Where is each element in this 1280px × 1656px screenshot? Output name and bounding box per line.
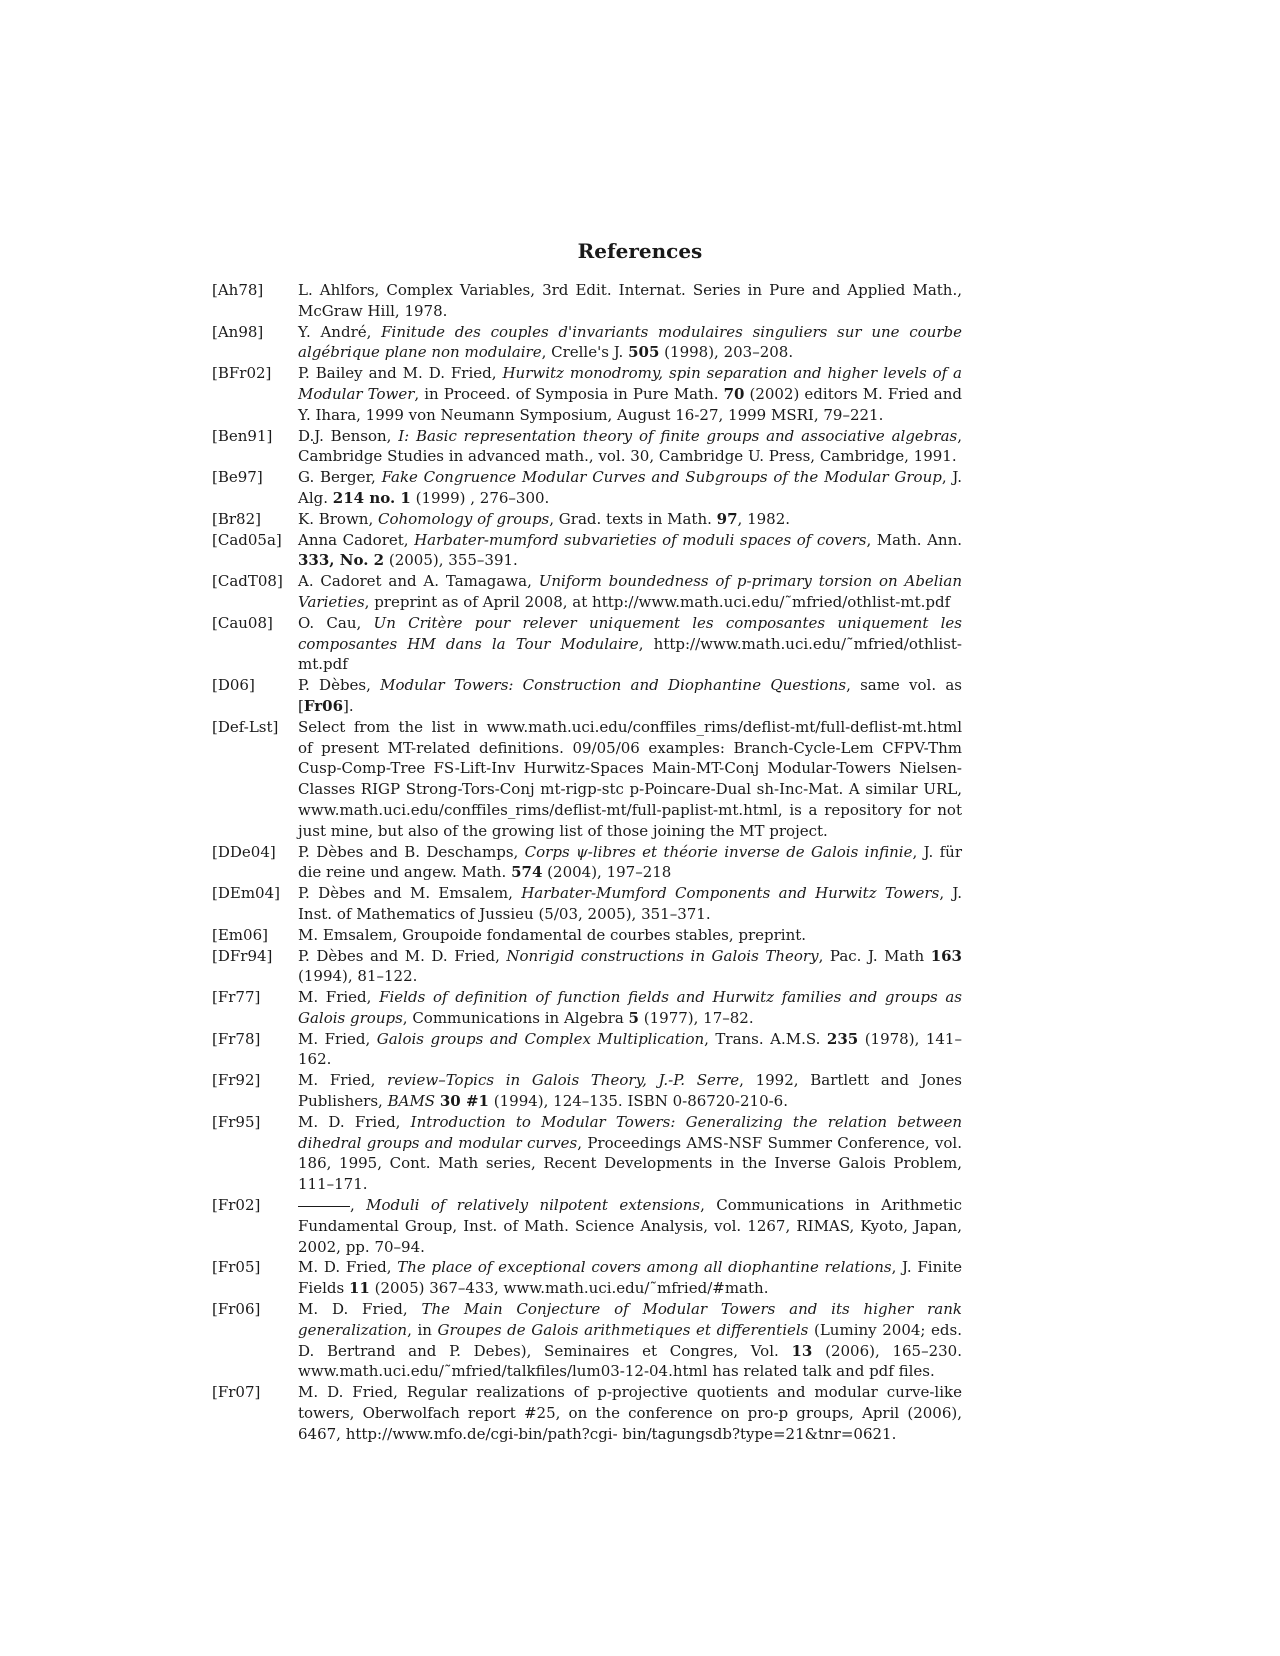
reference-text: Select from the list in www.math.uci.edu/conffiles_rims/deflist-mt/full-deflist-mt.html of present MT-related definitions. 09/05/06 examples: Branch-Cycle-Lem CFPV-Thm Cusp-Comp-Tree FS-Lift-Inv Hurwitz-Spaces Main-MT-Conj Modular-Towers Nielsen-Classes RIGP Strong-Tors-Conj mt-rigp-stc p-Poincare-Dual sh-Inc-Mat. A similar URL, www.math.uci.edu/conffiles_rims/deflist-mt/full-paplist-mt.html, is a repository for not just mine, but also of the growing list of those joining the MT project.: [298, 717, 962, 840]
reference-key: [Em06]: [212, 925, 268, 944]
reference-entry: [212, 1257, 962, 1299]
reference-list: [212, 280, 962, 1445]
reference-text: P. Dèbes and M. D. Fried, Nonrigid constructions in Galois Theory, Pac. J. Math 163 (1994), 81–122.: [298, 946, 962, 986]
reference-entry: [212, 509, 962, 530]
reference-text: P. Dèbes and B. Deschamps, Corps ψ-libres et théorie inverse de Galois infinie, J. für die reine und angew. Math. 574 (2004), 197–218: [298, 842, 962, 882]
reference-text: G. Berger, Fake Congruence Modular Curves and Subgroups of the Modular Group, J. Alg. 214 no. 1 (1999) , 276–300.: [298, 468, 963, 507]
reference-text: M. D. Fried, Introduction to Modular Towers: Generalizing the relation between dihedral groups and modular curves, Proceedings AMS-NSF Summer Conference, vol. 186, 1995, Cont. Math series, Recent Developments in the Inverse Galois Problem, 111–171.: [298, 1112, 962, 1194]
reference-key: [Fr05]: [212, 1258, 261, 1277]
page-title: References: [577, 239, 703, 263]
reference-entry: [212, 530, 962, 572]
reference-entry: [212, 1382, 962, 1444]
reference-entry: [212, 363, 962, 425]
reference-entry: [212, 946, 962, 988]
reference-entry: [212, 426, 962, 468]
reference-key: [Ah78]: [212, 281, 264, 299]
reference-entry: [212, 717, 962, 842]
reference-key: [Def-Lst]: [212, 717, 279, 736]
reference-key: [BFr02]: [212, 364, 272, 383]
reference-entry: [212, 1070, 962, 1112]
reference-key: [An98]: [212, 322, 264, 341]
reference-entry: [212, 467, 962, 509]
reference-entry: [212, 1299, 962, 1382]
reference-text: M. Fried, Galois groups and Complex Multiplication, Trans. A.M.S. 235 (1978), 141–162.: [298, 1029, 962, 1069]
reference-text: K. Brown, Cohomology of groups, Grad. texts in Math. 97, 1982.: [298, 509, 791, 528]
reference-key: [DDe04]: [212, 842, 276, 861]
same-author-rule: [298, 1206, 350, 1207]
reference-text: M. D. Fried, The place of exceptional covers among all diophantine relations, J. Finite Fields 11 (2005) 367–433, www.math.uci.edu/˜mfried/#math.: [298, 1258, 962, 1298]
reference-key: [Fr95]: [212, 1112, 261, 1131]
reference-key: [Fr92]: [212, 1071, 261, 1090]
reference-text: L. Ahlfors, Complex Variables, 3rd Edit. Internat. Series in Pure and Applied Math., McGraw Hill, 1978.: [298, 281, 962, 320]
reference-entry: [212, 571, 962, 613]
reference-key: [CadT08]: [212, 572, 283, 591]
reference-key: [Fr06]: [212, 1300, 261, 1319]
reference-text: M. Emsalem, Groupoide fondamental de courbes stables, preprint.: [298, 925, 807, 944]
reference-key: [DFr94]: [212, 946, 273, 965]
reference-entry: [212, 1195, 962, 1257]
reference-key: [Fr02]: [212, 1196, 261, 1215]
reference-entry: [212, 883, 962, 925]
reference-key: [D06]: [212, 676, 255, 695]
reference-key: [Fr77]: [212, 988, 261, 1007]
reference-text: Y. André, Finitude des couples d'invariants modulaires singuliers sur une courbe algébrique plane non modulaire, Crelle's J. 505 (1998), 203–208.: [298, 322, 962, 362]
reference-entry: [212, 613, 962, 675]
reference-entry: [212, 280, 962, 322]
reference-entry: [212, 987, 962, 1029]
reference-text: M. D. Fried, Regular realizations of p-projective quotients and modular curve-like towers, Oberwolfach report #25, on the conference on pro-p groups, April (2006), 6467, http://www.mfo.de/cgi-bin/path?cgi- bin/tagungsdb?type=21&tnr=0621.: [298, 1383, 962, 1443]
reference-text: Anna Cadoret, Harbater-mumford subvarieties of moduli spaces of covers, Math. Ann. 333, No. 2 (2005), 355–391.: [298, 530, 963, 570]
reference-text: , Moduli of relatively nilpotent extensions, Communications in Arithmetic Fundamental Group, Inst. of Math. Science Analysis, vol. 1267, RIMAS, Kyoto, Japan, 2002, pp. 70–94.: [298, 1196, 962, 1256]
reference-key: [DEm04]: [212, 884, 280, 903]
reference-key: [Cad05a]: [212, 530, 282, 549]
reference-entry: [212, 675, 962, 717]
reference-entry: [212, 1029, 962, 1071]
reference-entry: [212, 842, 962, 884]
reference-key: [Fr78]: [212, 1029, 261, 1048]
reference-key: [Br82]: [212, 509, 261, 528]
reference-key: [Cau08]: [212, 613, 273, 632]
reference-key: [Be97]: [212, 468, 263, 487]
reference-text: P. Dèbes and M. Emsalem, Harbater-Mumford Components and Hurwitz Towers, J. Inst. of Mathematics of Jussieu (5/03, 2005), 351–371.: [298, 884, 962, 923]
reference-text: M. D. Fried, The Main Conjecture of Modular Towers and its higher rank generalization, in Groupes de Galois arithmetiques et differentiels (Luminy 2004; eds. D. Bertrand and P. Debes), Seminaires et Congres, Vol. 13 (2006), 165–230. www.math.uci.edu/˜mfried/talkfiles/lum03-12-04.html has related talk and pdf files.: [298, 1300, 963, 1381]
reference-entry: [212, 1112, 962, 1195]
reference-entry: [212, 925, 962, 946]
reference-key: [Fr07]: [212, 1383, 261, 1402]
reference-text: A. Cadoret and A. Tamagawa, Uniform boundedness of p-primary torsion on Abelian Varieties, preprint as of April 2008, at http://www.math.uci.edu/˜mfried/othlist-mt.pdf: [298, 572, 963, 611]
reference-text: M. Fried, Fields of definition of function fields and Hurwitz families and groups as Galois groups, Communications in Algebra 5 (1977), 17–82.: [298, 988, 962, 1027]
reference-text: D.J. Benson, I: Basic representation theory of finite groups and associative algebras, Cambridge Studies in advanced math., vol. 30, Cambridge U. Press, Cambridge, 1991.: [298, 426, 962, 466]
reference-entry: [212, 322, 962, 364]
reference-text: P. Dèbes, Modular Towers: Construction and Diophantine Questions, same vol. as [Fr06].: [298, 676, 962, 715]
reference-text: P. Bailey and M. D. Fried, Hurwitz monodromy, spin separation and higher levels of a Modular Tower, in Proceed. of Symposia in Pure Math. 70 (2002) editors M. Fried and Y. Ihara, 1999 von Neumann Symposium, August 16-27, 1999 MSRI, 79–221.: [298, 364, 963, 424]
reference-text: O. Cau, Un Critère pour relever uniquement les composantes uniquement les composantes HM dans la Tour Modulaire, http://www.math.uci.edu/˜mfried/othlist-mt.pdf: [298, 613, 962, 674]
reference-key: [Ben91]: [212, 426, 273, 445]
reference-text: M. Fried, review–Topics in Galois Theory, J.-P. Serre, 1992, Bartlett and Jones Publishers, BAMS 30 #1 (1994), 124–135. ISBN 0-86720-210-6.: [298, 1071, 962, 1111]
